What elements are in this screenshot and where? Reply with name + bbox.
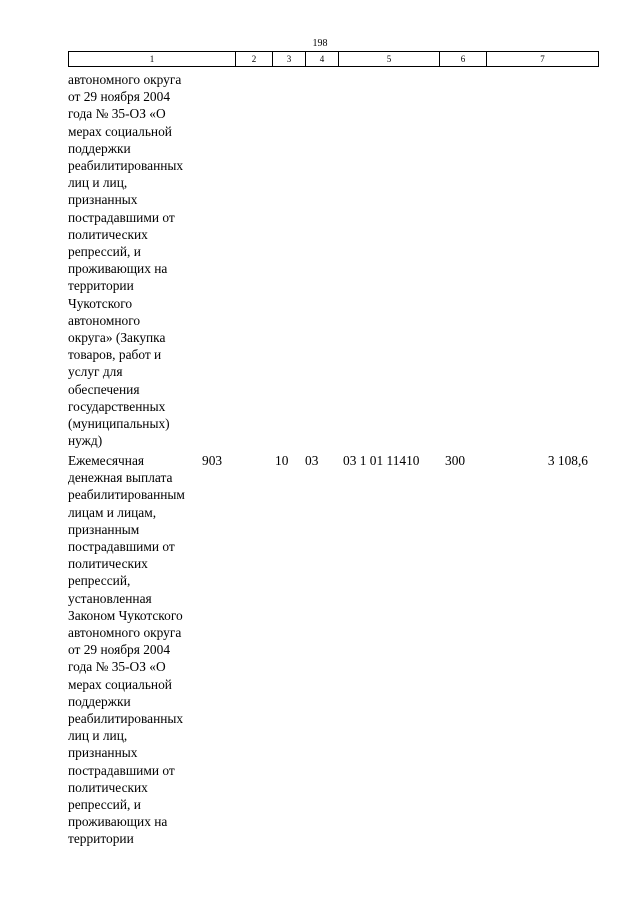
text-line: территории (68, 831, 134, 847)
text-line: политических (68, 556, 148, 572)
text-line: территории (68, 278, 134, 294)
text-line: от 29 ноября 2004 (68, 89, 171, 105)
text-line: лиц и лиц, (68, 728, 128, 744)
row-description (68, 452, 202, 848)
text-line: мерах социальной (68, 676, 172, 692)
text-line: поддержки (68, 693, 131, 709)
text-line: обеспечения (68, 381, 140, 397)
text-line: года № 35-ОЗ «О (68, 659, 166, 675)
row-col-4-value: 03 (305, 453, 319, 468)
text-line: года № 35-ОЗ «О (68, 106, 166, 122)
text-line: поддержки (68, 140, 131, 156)
text-line: политических (68, 779, 148, 795)
text-line: лиц и лиц, (68, 175, 128, 191)
text-line: округа» (Закупка (68, 330, 166, 346)
text-line: репрессий, (68, 573, 131, 589)
text-line: признанных (68, 192, 138, 208)
text-line: проживающих на (68, 814, 168, 830)
text-line: признанным (68, 521, 140, 537)
header-row (69, 52, 599, 67)
text-line: нужд) (68, 433, 103, 449)
header-col-1: 1 (69, 52, 236, 67)
text-line: реабилитированных (68, 711, 184, 727)
text-line: автономного (68, 312, 141, 328)
header-col-6: 6 (440, 52, 487, 67)
text-line: пострадавшими от (68, 209, 175, 225)
page-number: 198 (312, 38, 328, 49)
text-line: автономного округа (68, 625, 182, 641)
row-col-3-value: 10 (275, 453, 289, 468)
header-col-5: 5 (339, 52, 440, 67)
text-line: репрессий, и (68, 244, 141, 260)
text-line: от 29 ноября 2004 (68, 642, 171, 658)
text-line: Чукотского (68, 295, 133, 311)
row-col-7-value: 3 108,6 (547, 453, 588, 468)
column-header-table (68, 51, 599, 67)
text-line: пострадавшими от (68, 762, 175, 778)
row-continuation-description (68, 71, 202, 449)
text-line: признанных (68, 745, 138, 761)
row-col-2-value: 903 (202, 453, 223, 468)
text-line: товаров, работ и (68, 347, 162, 363)
text-line: (муниципальных) (68, 416, 170, 432)
header-col-2: 2 (236, 52, 273, 67)
text-line: пострадавшими от (68, 539, 175, 555)
text-line: государственных (68, 398, 166, 414)
text-line: услуг для (68, 364, 123, 380)
header-col-3: 3 (273, 52, 306, 67)
header-col-4: 4 (306, 52, 339, 67)
text-line: Законом Чукотского (68, 607, 183, 623)
text-line: политических (68, 226, 148, 242)
header-col-7: 7 (487, 52, 599, 67)
row-col-5-value: 03 1 01 11410 (343, 453, 420, 468)
row-col-6-value: 300 (445, 453, 466, 468)
text-line: мерах социальной (68, 123, 172, 139)
text-line: Ежемесячная (68, 453, 145, 468)
text-line: лицам и лицам, (68, 504, 157, 520)
text-line: реабилитированным (68, 487, 185, 503)
text-line: репрессий, и (68, 797, 141, 813)
text-line: реабилитированных (68, 158, 184, 174)
text-line: проживающих на (68, 261, 168, 277)
text-line: установленная (68, 590, 152, 606)
text-line: денежная выплата (68, 470, 173, 486)
text-line: автономного округа (68, 72, 182, 87)
